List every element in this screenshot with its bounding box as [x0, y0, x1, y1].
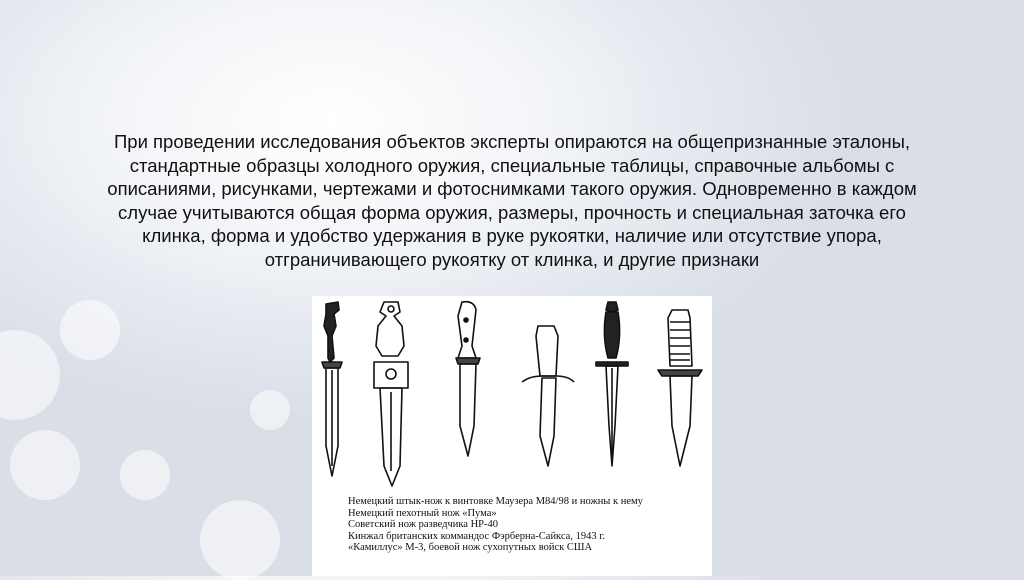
knives-illustration [312, 296, 712, 576]
slide-body-text [30, 130, 994, 271]
text-line: описаниями, рисунками, чертежами и фотоснимками такого оружия. Одновременно в каждом [107, 178, 917, 199]
text-line: случае учитываются общая форма оружия, размеры, прочность и специальная заточка его [118, 201, 906, 223]
background-bokeh [0, 330, 60, 420]
caption: Советский нож разведчика НР-40 [348, 519, 499, 530]
text-line: клинка, форма и удобство удержания в руке рукоятки, наличие или отсутствие упора, [142, 225, 882, 246]
nr40-knife-icon [522, 326, 574, 466]
background-bokeh [200, 500, 280, 580]
background-bokeh [60, 300, 120, 360]
caption: Немецкий пехотный нож «Пума» [348, 507, 497, 519]
caption: Кинжал британских коммандос Фэрберна-Сайкса, 1943 г. [348, 530, 605, 542]
scabbard-icon [374, 302, 408, 486]
caption: Немецкий штык-нож к винтовке Маузера М84/98 и ножны к нему [348, 496, 643, 507]
bayonet-icon [322, 302, 342, 476]
text-line: При проведении исследования объектов эксперты опираются на общепризнанные эталоны, [113, 131, 911, 152]
figure-captions [348, 496, 708, 554]
background-bokeh [120, 450, 170, 500]
fairbairn-sykes-dagger-icon [596, 302, 628, 466]
background-bokeh [250, 390, 290, 430]
camillus-m3-knife-icon [658, 310, 702, 466]
text-line: стандартные образцы холодного оружия, специальные таблицы, справочные альбомы с [129, 154, 895, 176]
puma-knife-icon [456, 302, 480, 456]
background-bokeh [10, 430, 80, 500]
text-line: отграничивающего рукоятку от клинка, и другие признаки [264, 248, 760, 270]
caption: «Камиллус» М-3, боевой нож сухопутных войск США [348, 542, 593, 553]
